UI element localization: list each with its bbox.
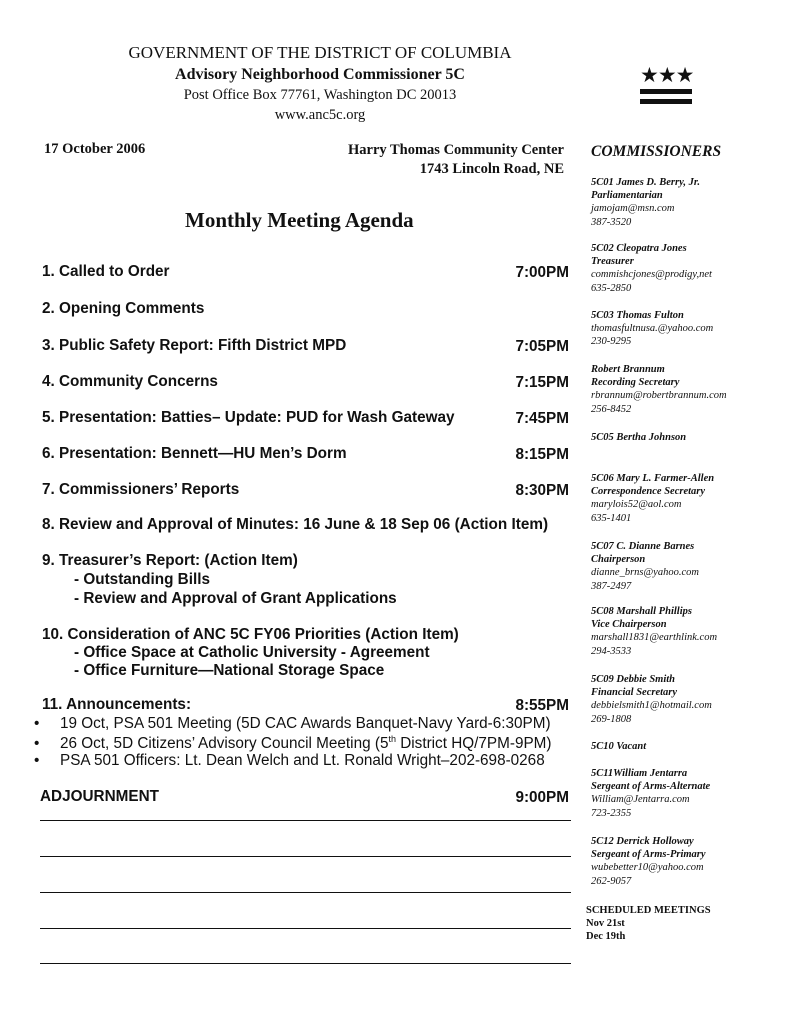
agenda-item: 8. Review and Approval of Minutes: 16 June & 18 Sep 06 (Action Item): [42, 516, 549, 533]
announcement-text: District HQ/7PM-9PM): [395, 735, 552, 753]
dc-flag-icon: [640, 63, 694, 104]
commissioner-name: 5C12 Derrick Holloway: [591, 836, 694, 847]
commissioner-email: commishcjones@prodigy,net: [591, 269, 712, 281]
note-line: [40, 856, 571, 857]
commissioner-email: rbrannum@robertbrannum.com: [591, 390, 727, 402]
venue-name: Harry Thomas Community Center: [347, 142, 564, 158]
agenda-subitem: - Outstanding Bills: [74, 571, 210, 588]
website: www.anc5c.org: [274, 107, 366, 123]
commissioner-entry: [591, 540, 781, 593]
venue: [300, 141, 564, 179]
commissioner-role: Financial Secretary: [591, 687, 678, 699]
commissioner-entry: [591, 673, 781, 726]
agenda-title: Monthly Meeting Agenda: [185, 208, 414, 232]
commissioner-role: Sergeant of Arms-Primary: [591, 849, 706, 861]
agenda-time: 8:15PM: [515, 446, 569, 463]
agenda-time: 7:15PM: [515, 374, 569, 391]
agenda-item: 11. Announcements:: [42, 696, 192, 713]
announcement-text: 26 Oct, 5D Citizens’ Advisory Council Meeting (5: [60, 735, 389, 753]
announcement: [34, 715, 551, 733]
commissioner-name: Robert Brannum: [591, 364, 665, 375]
commissioner-phone: 256-8452: [591, 403, 632, 415]
scheduled-meetings-title: SCHEDULED MEETINGS: [586, 905, 711, 916]
announcement-text: 19 Oct, PSA 501 Meeting (5D CAC Awards Banquet-Navy Yard-6:30PM): [60, 715, 551, 732]
commissioner-email: marylois52@aol.com: [591, 499, 682, 511]
agenda-item: 2. Opening Comments: [42, 300, 205, 317]
agenda-time: 7:05PM: [515, 338, 569, 355]
commissioner-name: 5C06 Mary L. Farmer-Allen: [591, 473, 715, 484]
adjournment-label: ADJOURNMENT: [40, 788, 159, 805]
announcement: [34, 734, 552, 753]
agenda-item: 5. Presentation: Batties– Update: PUD for Wash Gateway: [42, 409, 455, 426]
commissioner-phone: 387-2497: [591, 580, 632, 592]
agenda-item: 10. Consideration of ANC 5C FY06 Priorities (Action Item): [42, 626, 459, 643]
agenda-time: 8:55PM: [515, 697, 569, 714]
commissioner-name: 5C10 Vacant: [591, 741, 647, 752]
commissioner-email: jamojam@msn.com: [591, 203, 675, 215]
commissioner-entry: [591, 472, 781, 525]
commissioner-phone: 230-9295: [591, 336, 632, 348]
commissioner-email: William@Jentarra.com: [591, 794, 690, 806]
header: [60, 42, 580, 125]
scheduled-meetings: [586, 904, 711, 943]
commissioner-role: Treasurer: [591, 256, 634, 268]
commissioner-role: Parliamentarian: [591, 190, 663, 202]
agenda-item: 6. Presentation: Bennett—HU Men’s Dorm: [42, 445, 347, 462]
commissioner-role: Correspondence Secretary: [591, 486, 706, 498]
agenda-subitem: - Review and Approval of Grant Applications: [74, 590, 397, 607]
agenda-subitem: - Office Furniture—National Storage Space: [74, 662, 385, 679]
bullet-icon: •: [34, 752, 40, 769]
commissioners-title: COMMISSIONERS: [591, 143, 722, 160]
commissioner-entry: [591, 767, 781, 820]
superscript: th: [388, 734, 396, 744]
commissioner-phone: 635-1401: [591, 512, 632, 524]
commissioner-name: 5C01 James D. Berry, Jr.: [591, 177, 700, 188]
commissioner-phone: 387-3520: [591, 216, 632, 228]
commissioner-name: 5C09 Debbie Smith: [591, 674, 676, 685]
meeting-date: 17 October 2006: [44, 141, 146, 157]
commissioner-entry: [591, 363, 781, 416]
announcement-text: PSA 501 Officers: Lt. Dean Welch and Lt. Ronald Wright–202-698-0268: [60, 752, 545, 769]
adjournment-time: 9:00PM: [515, 789, 569, 806]
note-line: [40, 963, 571, 964]
scheduled-meeting-date: Dec 19th: [586, 931, 626, 942]
commissioner-name: 5C08 Marshall Phillips: [591, 606, 692, 617]
note-line: [40, 928, 571, 929]
commissioner-phone: 635-2850: [591, 282, 632, 294]
commissioner-phone: 269-1808: [591, 713, 632, 725]
commissioner-role: Sergeant of Arms-Alternate: [591, 781, 711, 793]
commissioner-entry: [591, 835, 781, 888]
commissioner-name: 5C11William Jentarra: [591, 768, 688, 779]
commissioner-entry: [591, 176, 781, 229]
agenda-item: 3. Public Safety Report: Fifth District MPD: [42, 337, 347, 354]
commissioner-role: Vice Chairperson: [591, 619, 667, 631]
commissioner-email: debbielsmith1@hotmail.com: [591, 700, 712, 712]
commission-title: Advisory Neighborhood Commissioner 5C: [175, 66, 465, 83]
agenda-time: 8:30PM: [515, 482, 569, 499]
bullet-icon: •: [34, 715, 40, 732]
commissioner-email: dianne_brns@yahoo.com: [591, 567, 699, 579]
commissioner-name: 5C02 Cleopatra Jones: [591, 243, 687, 254]
flag-bar-bottom: [640, 99, 692, 104]
mailing-address: Post Office Box 77761, Washington DC 20013: [183, 87, 457, 103]
flag-bar-top: [640, 89, 692, 94]
venue-address: 1743 Lincoln Road, NE: [419, 161, 564, 177]
flag-stars: ★★★: [640, 63, 694, 87]
commissioner-entry: [591, 431, 781, 444]
government-title: GOVERNMENT OF THE DISTRICT OF COLUMBIA: [128, 43, 512, 62]
note-line: [40, 820, 571, 821]
agenda-item: 1. Called to Order: [42, 263, 170, 280]
commissioner-entry: [591, 309, 781, 349]
commissioner-entry: [591, 740, 781, 753]
commissioner-role: Chairperson: [591, 554, 646, 566]
commissioner-phone: 262-9057: [591, 875, 632, 887]
commissioner-phone: 723-2355: [591, 807, 632, 819]
agenda-item: 4. Community Concerns: [42, 373, 218, 390]
agenda-time: 7:45PM: [515, 410, 569, 427]
scheduled-meeting-date: Nov 21st: [586, 918, 625, 929]
note-line: [40, 892, 571, 893]
announcement: [34, 752, 545, 770]
commissioner-phone: 294-3533: [591, 645, 632, 657]
agenda-item: 7. Commissioners’ Reports: [42, 481, 240, 498]
bullet-icon: •: [34, 735, 40, 753]
commissioner-name: 5C07 C. Dianne Barnes: [591, 541, 695, 552]
agenda-subitem: - Office Space at Catholic University - Agreement: [74, 644, 430, 661]
commissioner-name: 5C03 Thomas Fulton: [591, 310, 684, 321]
commissioner-email: thomasfultnusa.@yahoo.com: [591, 323, 714, 335]
commissioner-email: wubebetter10@yahoo.com: [591, 862, 704, 874]
commissioner-name: 5C05 Bertha Johnson: [591, 432, 687, 443]
agenda-item: 9. Treasurer’s Report: (Action Item): [42, 552, 298, 569]
commissioner-email: marshall1831@earthlink.com: [591, 632, 718, 644]
agenda-time: 7:00PM: [515, 264, 569, 281]
commissioner-entry: [591, 605, 781, 658]
commissioner-entry: [591, 242, 781, 295]
commissioner-role: Recording Secretary: [591, 377, 680, 389]
